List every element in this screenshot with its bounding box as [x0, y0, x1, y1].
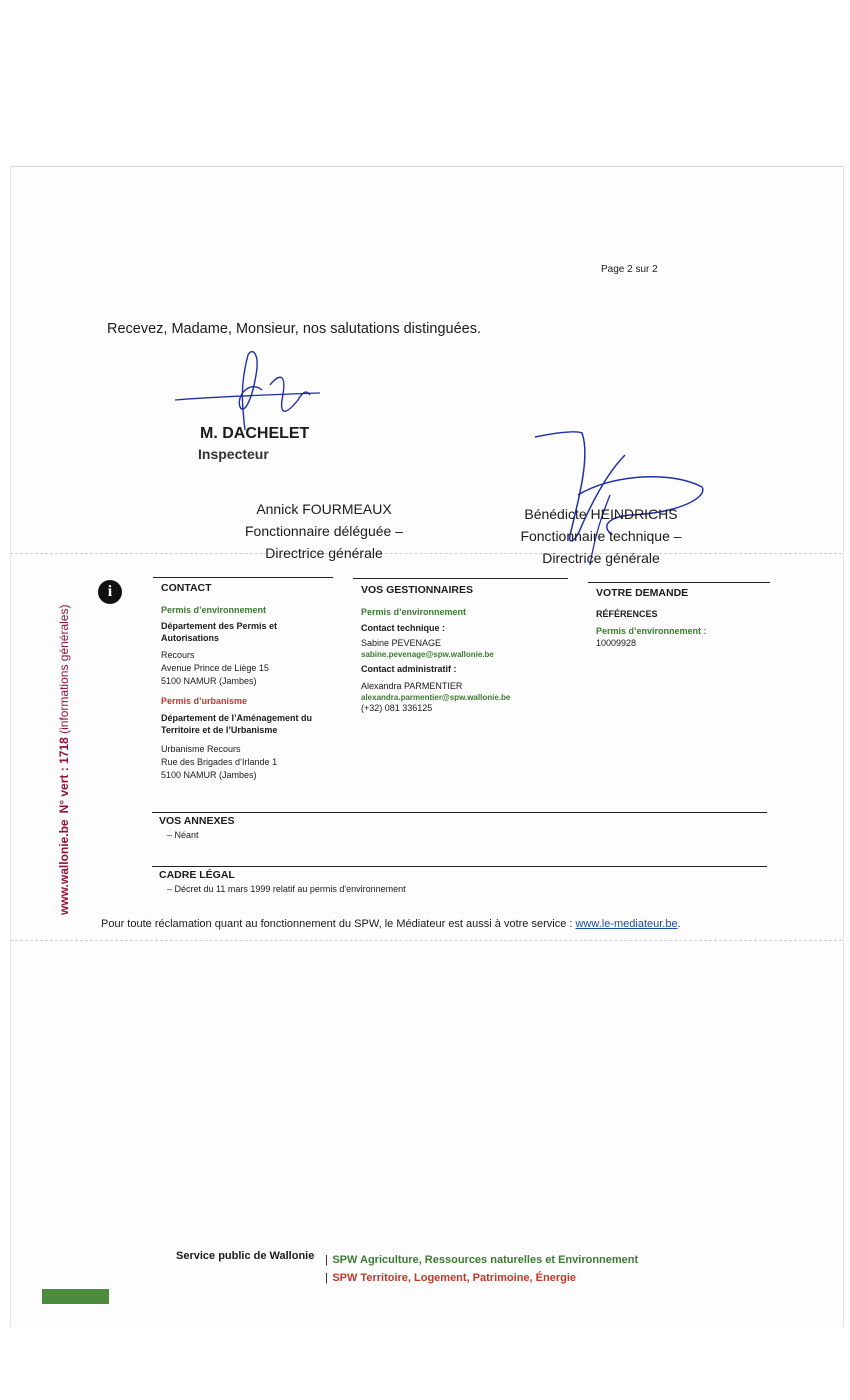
gestionnaires-column [361, 584, 566, 715]
signature-dachelet [170, 345, 330, 435]
tech-contact-name: Sabine PEVENAGE [361, 638, 442, 648]
admin-contact-label: Contact administratif : [361, 664, 457, 674]
signer-role: Fonctionnaire déléguée – [244, 523, 403, 539]
footer-separator: | [325, 1254, 328, 1266]
references-label: RÉFÉRENCES [596, 609, 658, 619]
letter-page [10, 166, 844, 1327]
demande-column [596, 587, 766, 650]
section-rule [152, 812, 767, 813]
gestionnaires-env-label: Permis d’environnement [361, 607, 467, 617]
info-icon: i [98, 580, 122, 604]
tech-contact-email[interactable]: sabine.pevenage@spw.wallonie.be [361, 650, 494, 659]
address-line: Recours [161, 650, 195, 660]
admin-contact-email[interactable]: alexandra.parmentier@spw.wallonie.be [361, 693, 511, 702]
mediator-link[interactable]: www.le-mediateur.be [575, 918, 678, 930]
contact-column [161, 582, 336, 782]
annexes-heading: VOS ANNEXES [159, 815, 235, 827]
cadre-legal-heading: CADRE LÉGAL [159, 869, 235, 881]
address-line: Avenue Prince de Liège 15 [161, 663, 269, 673]
fold-line [10, 940, 842, 941]
contact-urb-label: Permis d’urbanisme [161, 696, 248, 706]
env-permit-label: Permis d’environnement : [596, 626, 707, 636]
signer-role-2: Directrice générale [265, 545, 383, 561]
page-number: Page 2 sur 2 [601, 264, 658, 275]
admin-contact-name: Alexandra PARMENTIER [361, 681, 463, 691]
address-line: Rue des Brigades d’Irlande 1 [161, 757, 278, 767]
signer-name: Annick FOURMEAUX [256, 501, 392, 517]
address-line: 5100 NAMUR (Jambes) [161, 676, 257, 686]
inspector-title: Inspecteur [198, 446, 269, 462]
contact-urb-address [161, 743, 336, 782]
signer-fourmeaux [224, 498, 424, 564]
annexe-item: – Néant [167, 829, 234, 842]
contact-heading: CONTACT [161, 582, 212, 594]
footer-separator: | [325, 1272, 328, 1284]
tech-contact-label: Contact technique : [361, 623, 446, 633]
column-rule [153, 577, 333, 578]
signer-role-2: Directrice générale [542, 550, 660, 566]
fold-line [10, 553, 842, 554]
address-line: 5100 NAMUR (Jambes) [161, 770, 257, 780]
footer-dept-red: SPW Territoire, Logement, Patrimoine, Énergie [332, 1272, 576, 1284]
footer-dept-green: SPW Agriculture, Ressources naturelles et Environnement [332, 1254, 639, 1266]
column-rule [353, 578, 568, 579]
cadre-legal-item: – Décret du 11 mars 1999 relatif au permis d'environnement [167, 883, 406, 896]
footer-departments [325, 1250, 638, 1286]
closing-salutation: Recevez, Madame, Monsieur, nos salutations distinguées. [107, 321, 481, 337]
cadre-legal-section [159, 869, 406, 896]
inspector-name: M. DACHELET [200, 425, 310, 442]
footer-org: Service public de Wallonie [176, 1250, 315, 1262]
contact-env-label: Permis d’environnement [161, 605, 267, 615]
mediator-note [101, 918, 681, 930]
column-rule [588, 582, 770, 583]
signer-heindrichs [500, 503, 702, 569]
signer-role: Fonctionnaire technique – [520, 528, 682, 544]
contact-env-address [161, 649, 336, 688]
green-color-bar [42, 1289, 109, 1304]
demande-heading: VOTRE DEMANDE [596, 587, 689, 599]
signer-name: Bénédicte HEINDRICHS [524, 506, 678, 522]
website-link[interactable]: www.wallonie.be [57, 819, 71, 915]
contact-env-dept: Département des Permis et Autorisations [161, 621, 278, 643]
env-permit-reference: 10009928 [596, 638, 637, 648]
green-number-info: (informations générales) [57, 604, 71, 738]
gestionnaires-heading: VOS GESTIONNAIRES [361, 584, 474, 596]
address-line: Urbanisme Recours [161, 744, 241, 754]
mediator-text: Pour toute réclamation quant au fonctionnement du SPW, le Médiateur est aussi à votre service : [101, 918, 576, 930]
annexes-section [159, 815, 234, 842]
side-contact-info [57, 605, 71, 915]
admin-contact-phone: (+32) 081 336125 [361, 703, 433, 713]
green-number: N° vert : 1718 [57, 737, 71, 814]
mediator-end: . [677, 918, 681, 930]
section-rule [152, 866, 767, 867]
contact-urb-dept: Département de l’Aménagement du Territoire et de l’Urbanisme [161, 713, 313, 735]
